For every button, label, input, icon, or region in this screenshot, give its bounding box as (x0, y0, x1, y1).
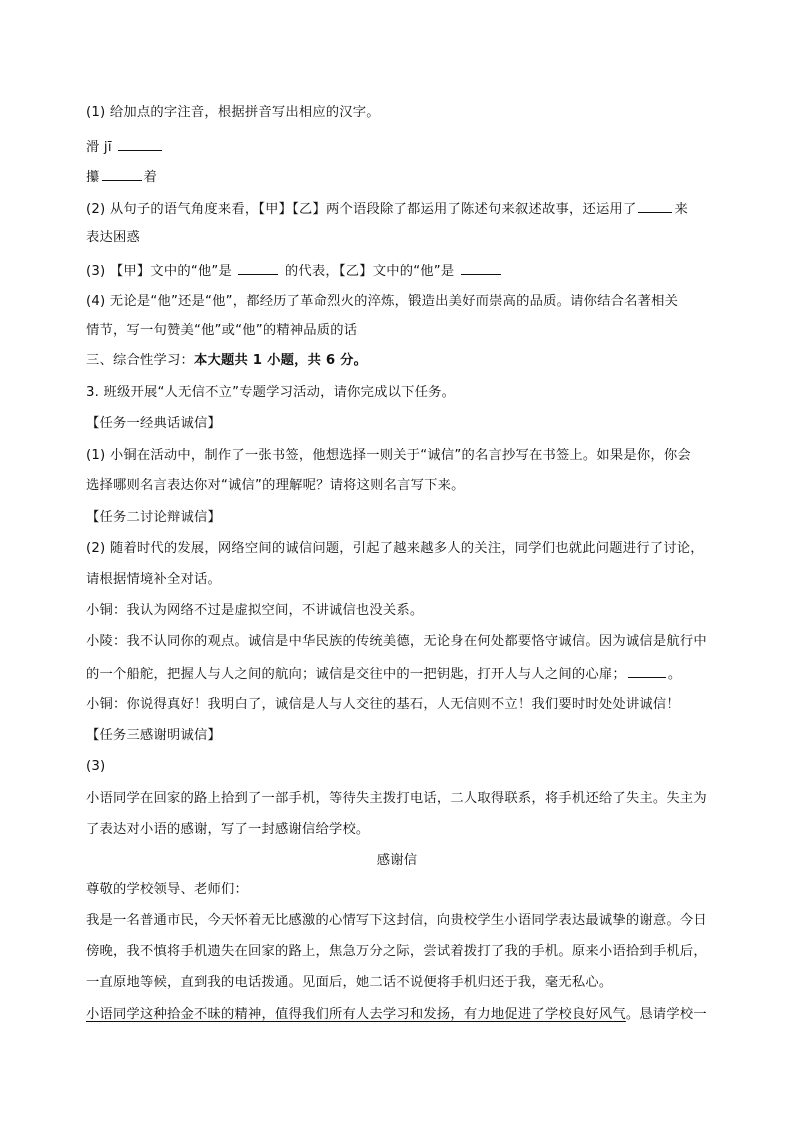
dialogue-line-2a: 小陵：我不认同你的观点。诚信是中华民族的传统美德，无论身在何处都要恪守诚信。因为诚信是航行中 (86, 634, 707, 649)
q3-text-b: 的代表，【乙】文中的“他”是 (280, 264, 459, 279)
dialogue-line-2b (86, 663, 681, 685)
task1-line-2: 选择哪则名言表达你对“诚信”的理解呢？请将这则名言写下来。 (86, 478, 465, 493)
task3-line-2: 了表达对小语的感谢，写了一封感谢信给学校。 (86, 822, 370, 837)
q1-item-2-suffix: 着 (143, 170, 157, 185)
q1-item-2 (86, 166, 157, 188)
q2-line-2: 表达困惑 (86, 230, 140, 245)
section-heading (86, 351, 367, 371)
q1-instruction: (1) 给加点的字注音，根据拼音写出相应的汉字。 (86, 105, 380, 120)
q4-line-2: 情节，写一句赞美“他”或“他”的精神品质的话 (86, 323, 358, 338)
task-intro: 3. 班级开展“人无信不立”专题学习活动，请你完成以下任务。 (86, 385, 456, 400)
dialogue-line-3: 小铜：你说得真好！我明白了，诚信是人与人交往的基石，人无信则不立！我们要时时处处讲诚信！ (86, 697, 680, 712)
task2-title: 【任务二讨论辩诚信】 (86, 510, 221, 525)
dialogue-line-2b-end: 。 (667, 667, 682, 682)
letter-salutation: 尊敬的学校领导、老师们： (86, 882, 248, 897)
letter-line-1: 我是一名普通市民，今天怀着无比感激的心情写下这封信，向贵校学生小语同学表达最诚挚的谢意。今日 (86, 913, 707, 928)
section-heading-points: 本大题共 1 小题，共 6 分。 (193, 353, 368, 368)
task3-number: (3) (86, 759, 106, 774)
q2-line-1 (86, 198, 688, 220)
task2-line-2: 请根据情境补全对话。 (86, 572, 221, 587)
answer-blank[interactable] (628, 663, 666, 678)
letter-line-2: 傍晚，我不慎将手机遗失在回家的路上，焦急万分之际，尝试着拨打了我的手机。原来小语拾到手机后， (86, 944, 707, 959)
q3-text-a: (3) 【甲】文中的“他”是 (86, 264, 237, 279)
task1-title: 【任务一经典话诚信】 (86, 416, 221, 431)
q4-line-1: (4) 无论是“他”还是“他”，都经历了革命烈火的淬炼，锻造出美好而崇高的品质。请你结合名著相关 (86, 294, 679, 309)
q2-text: (2) 从句子的语气角度来看，【甲】【乙】两个语段除了都运用了陈述句来叙述故事，还运用了 (86, 202, 637, 217)
task1-line-1: (1) 小铜在活动中，制作了一张书签，他想选择一则关于“诚信”的名言抄写在书签上。如果是你，你会 (86, 448, 691, 463)
q1-item-1 (86, 136, 164, 158)
letter-title: 感谢信 (376, 853, 418, 868)
answer-blank[interactable] (638, 198, 672, 213)
answer-blank[interactable] (238, 260, 278, 275)
q1-item-1-prefix: 滑 jī (86, 140, 117, 155)
task2-line-1: (2) 随着时代的发展，网络空间的诚信问题，引起了越来越多人的关注，同学们也就此问题进行了讨论， (86, 541, 704, 556)
answer-blank[interactable] (118, 136, 162, 151)
dialogue-line-1: 小铜：我认为网络不过是虚拟空间，不讲诚信也没关系。 (86, 603, 424, 618)
answer-blank[interactable] (102, 166, 142, 181)
dialogue-line-2b-text: 的一个船舵，把握人与人之间的航向；诚信是交往中的一把钥匙，打开人与人之间的心扉； (86, 667, 626, 682)
q1-item-2-prefix: 攥 (86, 170, 100, 185)
letter-line-3: 一直原地等候，直到我的电话拨通。见面后，她二话不说便将手机归还于我，毫无私心。 (86, 975, 613, 990)
q3-line (86, 260, 503, 282)
task3-line-1: 小语同学在回家的路上拾到了一部手机，等待失主拨打电话，二人取得联系，将手机还给了失主。失主为 (86, 791, 707, 806)
section-heading-label: 三、综合性学习： (86, 353, 194, 368)
letter-line-4-rest: 。恳请学校一 (625, 1007, 707, 1022)
underlined-sentence: 小语同学这种拾金不昧的精神，值得我们所有人去学习和发扬，有力地促进了学校良好风气 (86, 1007, 626, 1022)
q2-text-end: 来 (674, 202, 688, 217)
answer-blank[interactable] (461, 260, 501, 275)
task3-title: 【任务三感谢明诚信】 (86, 728, 221, 743)
letter-line-4 (86, 1005, 707, 1025)
